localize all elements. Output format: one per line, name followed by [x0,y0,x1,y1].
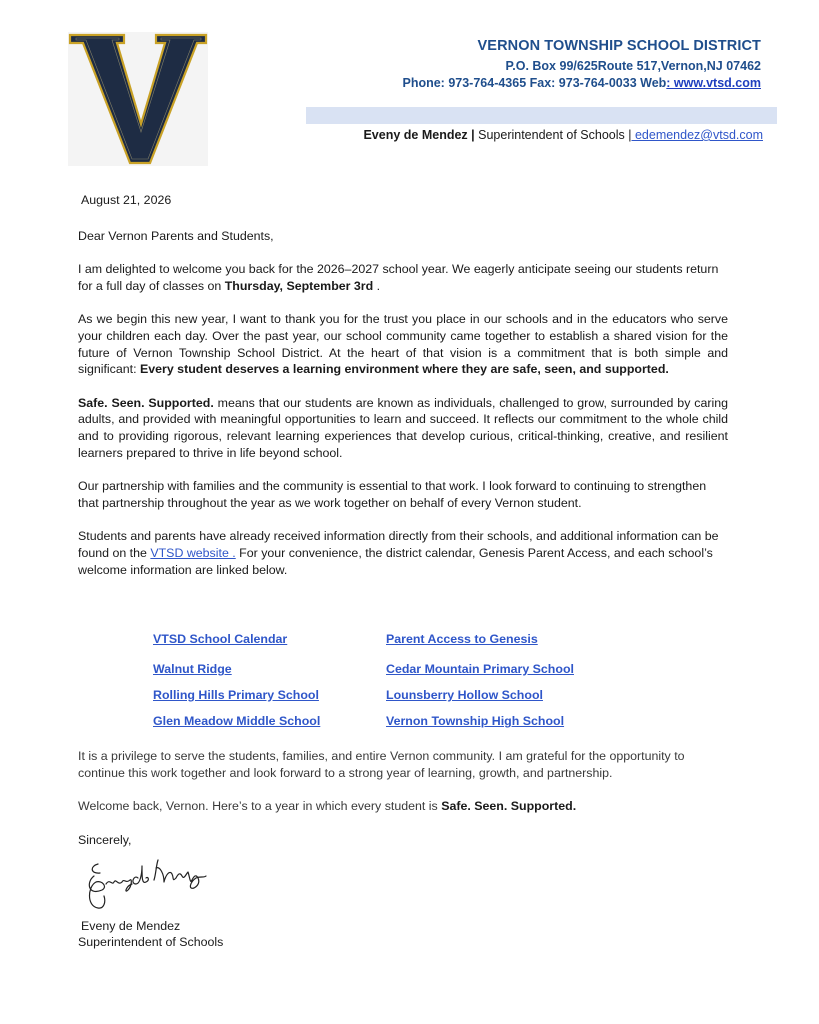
letter-date: August 21, 2026 [81,193,172,207]
name-separator: | [467,128,479,142]
vision-statement: Every student deserves a learning environment where they are safe, seen, and supported. [139,362,669,377]
links-row [153,688,613,714]
paragraph-information [78,528,728,578]
links-row [153,662,613,688]
link-lounsberry-hollow[interactable]: Lounsberry Hollow School [386,688,543,702]
motto-text: Safe. Seen. Supported. [78,395,214,410]
vtsd-website-link[interactable]: VTSD website . [150,545,236,560]
district-contact [402,76,761,90]
sign-off: Sincerely, [78,832,132,847]
information-text: Students and parents have already received information directly from their schools, and additional information can be found on the [78,529,719,560]
superintendent-name: Eveny de Mendez [363,128,468,142]
superintendent-line [363,128,763,142]
start-date-text: Thursday, September 3rd [224,278,374,293]
superintendent-email-link[interactable]: edemendez@vtsd.com [631,128,763,142]
link-cedar-mountain[interactable]: Cedar Mountain Primary School [386,662,574,676]
paragraph-vision [78,311,728,377]
vision-text: As we begin this new year, I want to thank you for the trust you place in our schools and in the educators who serve your children each day. Over the past year, our school community came together to establish a shared vision for the future of Vernon Township School District. At the heart of that vision is a commitment that is both simple and significant: [78,312,728,377]
information-text-end: For your convenience, the district calendar, Genesis Parent Access, and each school’s welcome information are linked below. [78,545,713,577]
link-glen-meadow[interactable]: Glen Meadow Middle School [153,714,321,728]
link-walnut-ridge[interactable]: Walnut Ridge [153,662,232,676]
paragraph-welcome-back [78,798,728,815]
letter-body [78,192,728,595]
phone-fax-text: Phone: 973-764-4365 Fax: 973-764-0033 Web [402,76,667,90]
handwritten-signature [84,856,212,912]
district-name: VERNON TOWNSHIP SCHOOL DISTRICT [477,38,761,54]
link-rolling-hills[interactable]: Rolling Hills Primary School [153,688,319,702]
welcome-end: . [373,278,381,293]
resource-links [153,632,613,740]
welcome-back-motto: Safe. Seen. Supported. [441,799,577,814]
paragraph-privilege: It is a privilege to serve the students, families, and entire Vernon community. I am grateful for the opportunity to continue this work together and look forward to a strong year of learning, growth, and partnership. [78,749,685,780]
welcome-back-text: Welcome back, Vernon. Here’s to a year in which every student is [78,799,442,814]
welcome-text: I am delighted to welcome you back for the 2026–2027 school year. We eagerly anticipate seeing our students return for a full day of classes on [78,262,719,293]
vernon-v-logo [68,32,208,166]
link-vernon-high[interactable]: Vernon Township High School [386,714,565,728]
signer-name: Eveny de Mendez [81,919,181,933]
paragraph-motto [78,395,728,461]
paragraph-partnership: Our partnership with families and the community is essential to that work. I look forward to continuing to strengthen that partnership throughout the year as we work together on behalf of every Vernon student. [78,479,707,510]
letter-closing [78,748,728,848]
motto-description: means that our students are known as individuals, challenged to grow, surrounded by caring adults, and provided with meaningful opportunities to learn and succeed. It reflects our commitment to the whole child and to providing rigorous, relevant learning experiences that develop curious, critical-thinking, creative, and resilient learners prepared to thrive in life beyond school. [78,395,728,460]
links-row [153,714,613,740]
link-parent-access-genesis[interactable]: Parent Access to Genesis [386,632,538,646]
district-website-link[interactable]: : www.vtsd.com [666,76,761,90]
link-school-calendar[interactable]: VTSD School Calendar [153,632,288,646]
signer-title: Superintendent of Schools [78,935,224,949]
superintendent-title: Superintendent of Schools | [478,128,632,142]
district-address: P.O. Box 99/625Route 517,Vernon,NJ 07462 [505,59,761,73]
paragraph-welcome [78,261,728,294]
salutation: Dear Vernon Parents and Students, [78,228,274,243]
links-row [153,632,613,662]
header-divider-bar [306,107,777,124]
